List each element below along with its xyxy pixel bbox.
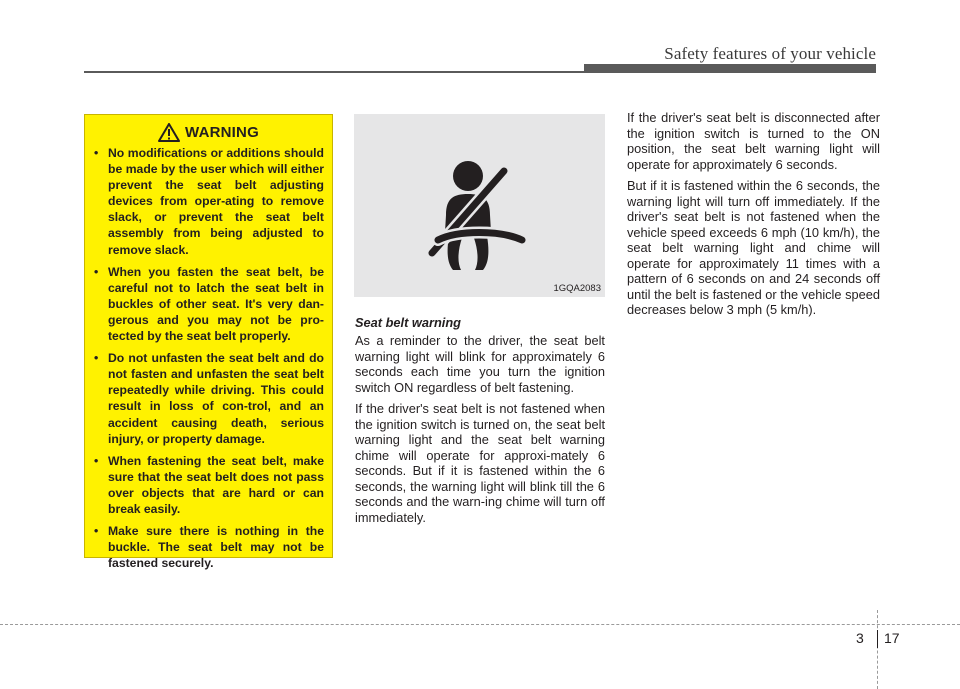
right-text-column [627,110,880,324]
warning-item [93,350,324,447]
page-number-divider [877,610,878,689]
warning-item-text: When fastening the seat belt, make sure that the seat belt does not pass over objects that are hard or can break easily. [108,453,324,516]
paragraph: But if it is fastened within the 6 seconds, the warning light will turn off immediately. If the driver's seat belt is not fastened when the vehicle speed exceeds 6 mph (10 km/h), the seat belt warning light and chime will operate for approximately 11 times with a pattern of 6 seconds on and 24 seconds off until the belt is fastened or the vehicle speed decreases below 3 mph (5 km/h). [627,178,880,317]
paragraph: If the driver's seat belt is not fastened when the ignition switch is turned on, the seat belt warning light and the seat belt warning chime will operate for approxi-mately 6 seconds. But if it is fastened within the 6 seconds, the warning light will blink till the 6 seconds and the warn-ing chime will turn off immediately. [355,401,605,525]
bullet-icon: • [94,351,99,366]
warning-item [93,523,324,571]
warning-box [84,114,333,571]
header-rule [84,71,876,73]
bullet-icon: • [94,524,99,539]
warning-heading [93,123,324,142]
footer-rule [0,624,960,625]
paragraph: As a reminder to the driver, the seat belt warning light will blink for approximately 6 seconds each time you turn the ignition switch ON regardless of belt fastening. [355,333,605,395]
warning-item [93,264,324,344]
warning-item-text: When you fasten the seat belt, be careful not to latch the seat belt in buckles of other seat. It's very dan-gerous and you may not be pro-tected by the seat belt properly. [108,264,324,344]
warning-title: WARNING [185,124,259,141]
bullet-icon: • [94,453,99,468]
page-number: 17 [884,630,900,646]
page-header-title: Safety features of your vehicle [664,44,876,63]
warning-item-text: Make sure there is nothing in the buckle. The seat belt may not be fastened securely. [108,524,324,571]
seat-belt-warning-section [355,315,605,531]
seat-belt-warning-icon [354,114,605,297]
warning-list [93,145,324,571]
warning-item-text: No modifications or additions should be made by the user which will either prevent the seat belt adjusting devices from oper-ating to remove slack, or prevent the seat belt assembly from being adjusted to remove slack. [108,146,324,257]
warning-item [93,453,324,517]
paragraph: If the driver's seat belt is disconnected after the ignition switch is turned to the ON position, the seat belt warning light will operate for approximately 6 seconds. [627,110,880,172]
bullet-icon: • [94,146,99,160]
warning-item [93,145,324,258]
figure-code: 1GQA2083 [553,283,601,294]
seat-belt-figure [354,114,605,297]
warning-triangle-icon [158,123,180,142]
page-number-separator [877,630,878,648]
chapter-number: 3 [856,630,864,646]
bullet-icon: • [94,264,99,279]
warning-item-text: Do not unfasten the seat belt and do not fasten and unfasten the seat belt repeatedly while driving. This could result in loss of con-trol, and an accident causing death, serious injury, or property damage. [108,351,324,446]
section-heading: Seat belt warning [355,315,461,330]
